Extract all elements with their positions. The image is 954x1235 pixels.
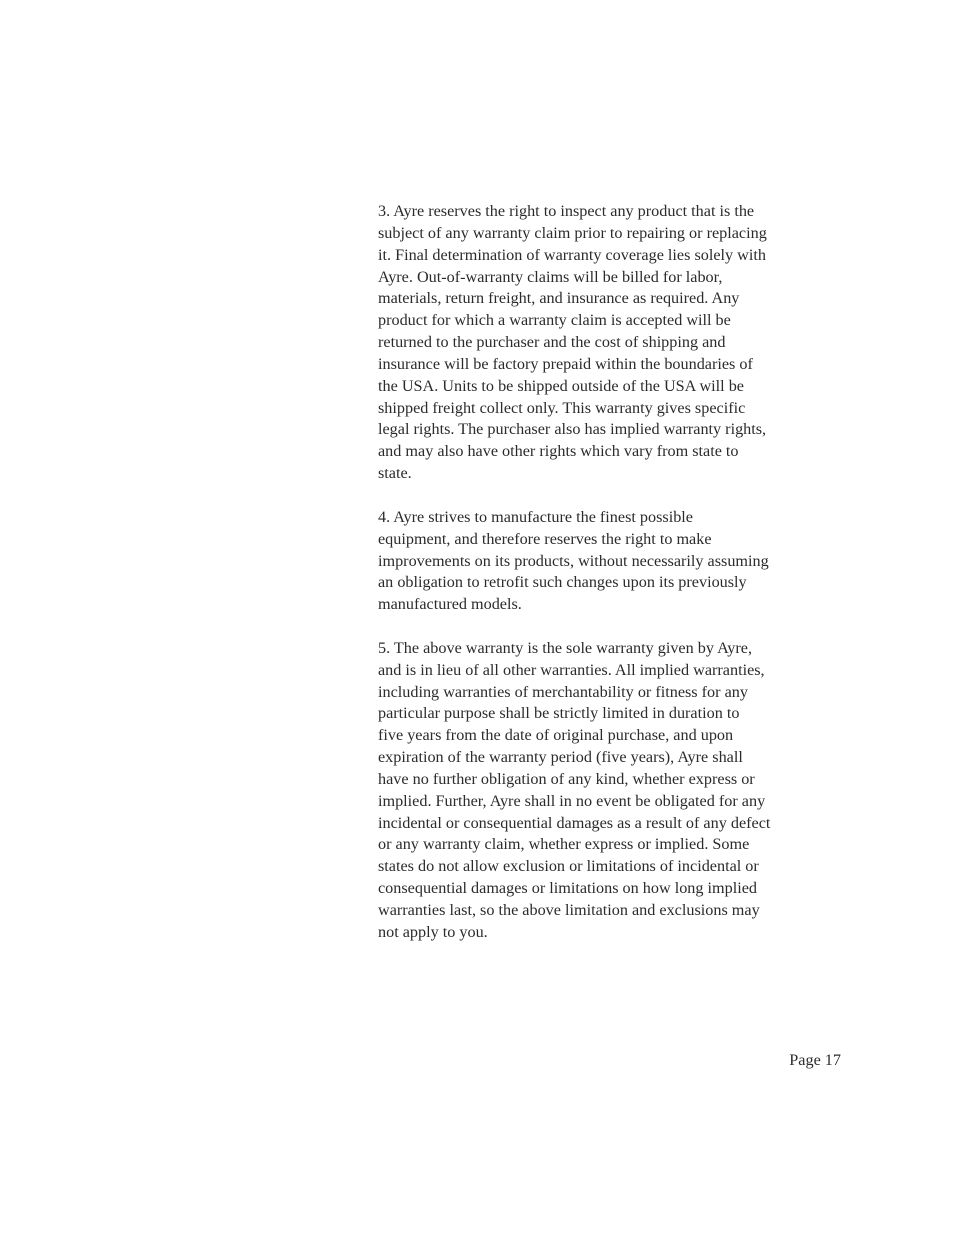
text-line: product for which a warranty claim is accepted will be bbox=[378, 311, 731, 330]
text-line: manufactured models. bbox=[378, 595, 522, 614]
paragraph-spacer bbox=[378, 616, 818, 638]
warranty-paragraph-5 bbox=[378, 638, 818, 944]
text-line: subject of any warranty claim prior to repairing or replacing bbox=[378, 223, 767, 242]
text-line: implied. Further, Ayre shall in no event be obligated for any bbox=[378, 791, 766, 810]
text-line: incidental or consequential damages as a result of any defect bbox=[378, 813, 771, 832]
text-line: improvements on its products, without necessarily assuming bbox=[378, 551, 769, 570]
text-line: warranties last, so the above limitation and exclusions may bbox=[378, 901, 760, 919]
text-line: 4. Ayre strives to manufacture the finest possible bbox=[378, 507, 693, 526]
text-line: equipment, and therefore reserves the right to make bbox=[378, 529, 712, 548]
text-line: state. bbox=[378, 464, 412, 483]
text-line: and may also have other rights which vary from state to bbox=[378, 442, 739, 461]
text-line: particular purpose shall be strictly limited in duration to bbox=[378, 704, 740, 723]
text-line: five years from the date of original purchase, and upon bbox=[378, 726, 734, 745]
text-line: the USA. Units to be shipped outside of the USA will be bbox=[378, 376, 744, 395]
text-line: not apply to you. bbox=[378, 922, 488, 941]
text-line: expiration of the warranty period (five years), Ayre shall bbox=[378, 748, 743, 767]
warranty-paragraph-3 bbox=[378, 201, 818, 485]
text-line: 3. Ayre reserves the right to inspect any product that is the bbox=[378, 202, 755, 220]
text-line: insurance will be factory prepaid within the boundaries of bbox=[378, 354, 753, 373]
text-line: shipped freight collect only. This warranty gives specific bbox=[378, 398, 746, 417]
text-line: materials, return freight, and insurance as required. Any bbox=[378, 289, 740, 308]
text-line: and is in lieu of all other warranties. All implied warranties, bbox=[378, 660, 765, 679]
paragraph-spacer bbox=[378, 485, 818, 507]
text-line: including warranties of merchantability or fitness for any bbox=[378, 682, 748, 701]
text-line: it. Final determination of warranty coverage lies solely with bbox=[378, 245, 766, 264]
text-line: returned to the purchaser and the cost of shipping and bbox=[378, 333, 726, 352]
text-line: states do not allow exclusion or limitations of incidental or bbox=[378, 857, 759, 876]
warranty-paragraph-4 bbox=[378, 507, 818, 616]
text-line: an obligation to retrofit such changes upon its previously bbox=[378, 573, 747, 592]
text-line: Ayre. Out-of-warranty claims will be billed for labor, bbox=[378, 267, 723, 286]
text-line: legal rights. The purchaser also has implied warranty rights, bbox=[378, 420, 767, 439]
text-line: or any warranty claim, whether express or implied. Some bbox=[378, 835, 750, 854]
text-line: 5. The above warranty is the sole warranty given by Ayre, bbox=[378, 638, 753, 657]
text-line: consequential damages or limitations on how long implied bbox=[378, 879, 757, 898]
warranty-text-column bbox=[378, 201, 818, 944]
page-number: Page 17 bbox=[789, 1051, 841, 1069]
text-line: have no further obligation of any kind, whether express or bbox=[378, 769, 755, 788]
